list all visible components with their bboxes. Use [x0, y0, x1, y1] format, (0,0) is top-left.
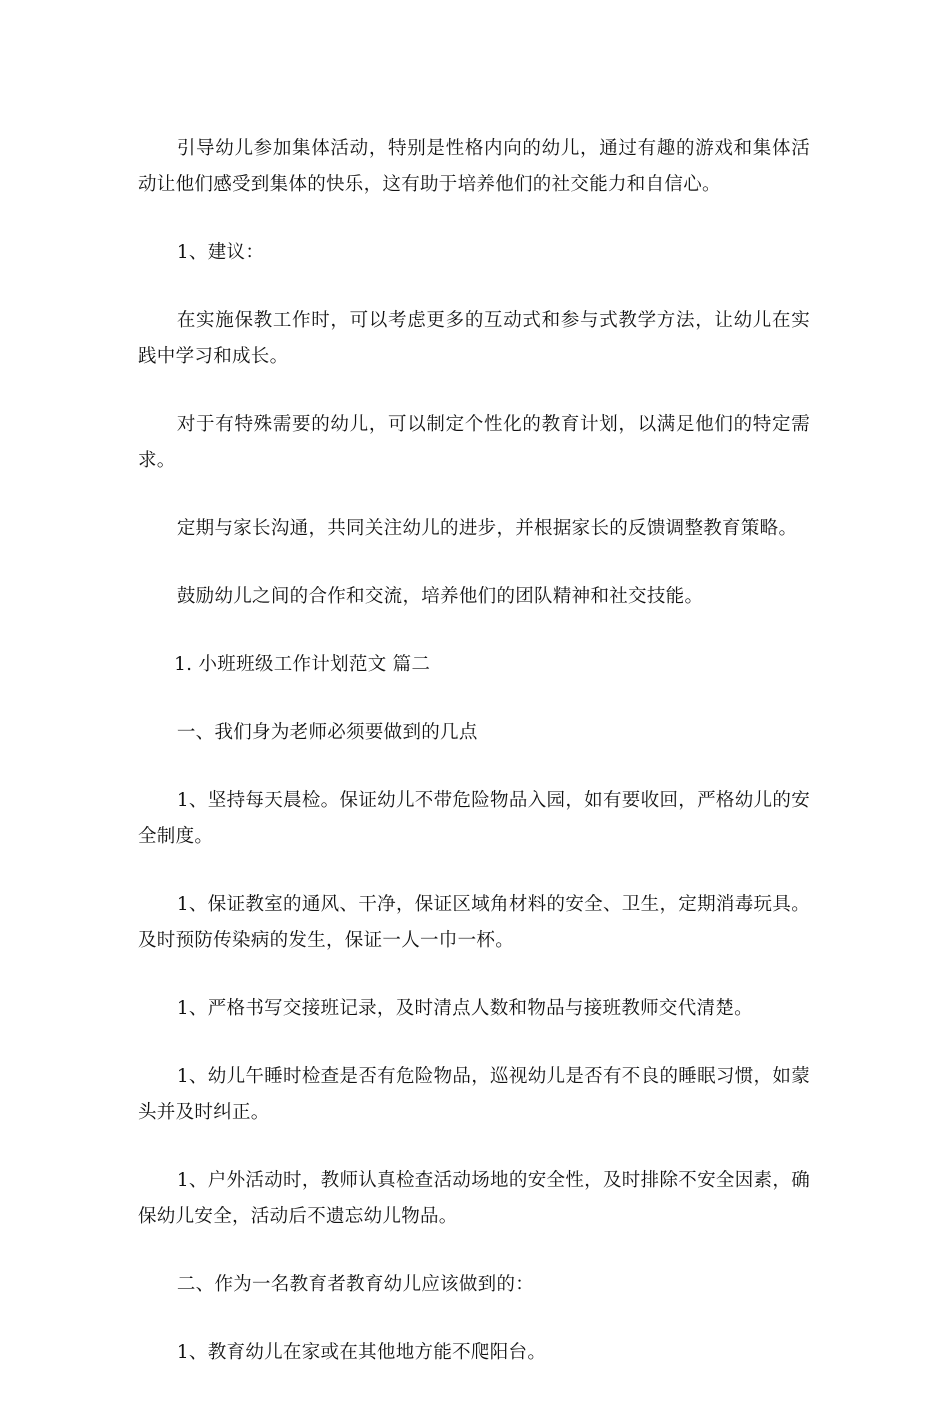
paragraph: 对于有特殊需要的幼儿，可以制定个性化的教育计划，以满足他们的特定需求。 [138, 414, 810, 471]
document-body [138, 131, 810, 1403]
paragraph: 在实施保教工作时，可以考虑更多的互动式和参与式教学方法，让幼儿在实践中学习和成长。 [138, 310, 810, 367]
section-heading: 1. 小班班级工作计划范文 篇二 [174, 654, 431, 675]
section-subheading: 一、我们身为老师必须要做到的几点 [176, 722, 478, 743]
list-item: 1、户外活动时，教师认真检查活动场地的安全性，及时排除不安全因素，确保幼儿安全，活动后不遗忘幼儿物品。 [138, 1170, 810, 1227]
list-item: 1、幼儿午睡时检查是否有危险物品，巡视幼儿是否有不良的睡眠习惯，如蒙头并及时纠正。 [138, 1066, 810, 1123]
paragraph: 引导幼儿参加集体活动，特别是性格内向的幼儿，通过有趣的游戏和集体活动让他们感受到集体的快乐，这有助于培养他们的社交能力和自信心。 [138, 138, 810, 195]
list-item: 1、坚持每天晨检。保证幼儿不带危险物品入园，如有要收回，严格幼儿的安全制度。 [138, 790, 810, 847]
paragraph: 1、建议： [176, 242, 265, 263]
list-item: 1、教育幼儿在家或在其他地方能不爬阳台。 [176, 1342, 547, 1363]
paragraph: 定期与家长沟通，共同关注幼儿的进步，并根据家长的反馈调整教育策略。 [176, 518, 798, 539]
paragraph: 鼓励幼儿之间的合作和交流，培养他们的团队精神和社交技能。 [176, 586, 704, 607]
list-item: 1、保证教室的通风、干净，保证区域角材料的安全、卫生，定期消毒玩具。及时预防传染病的发生，保证一人一巾一杯。 [138, 894, 810, 951]
section-subheading: 二、作为一名教育者教育幼儿应该做到的： [176, 1274, 535, 1295]
list-item: 1、严格书写交接班记录，及时清点人数和物品与接班教师交代清楚。 [176, 998, 753, 1019]
